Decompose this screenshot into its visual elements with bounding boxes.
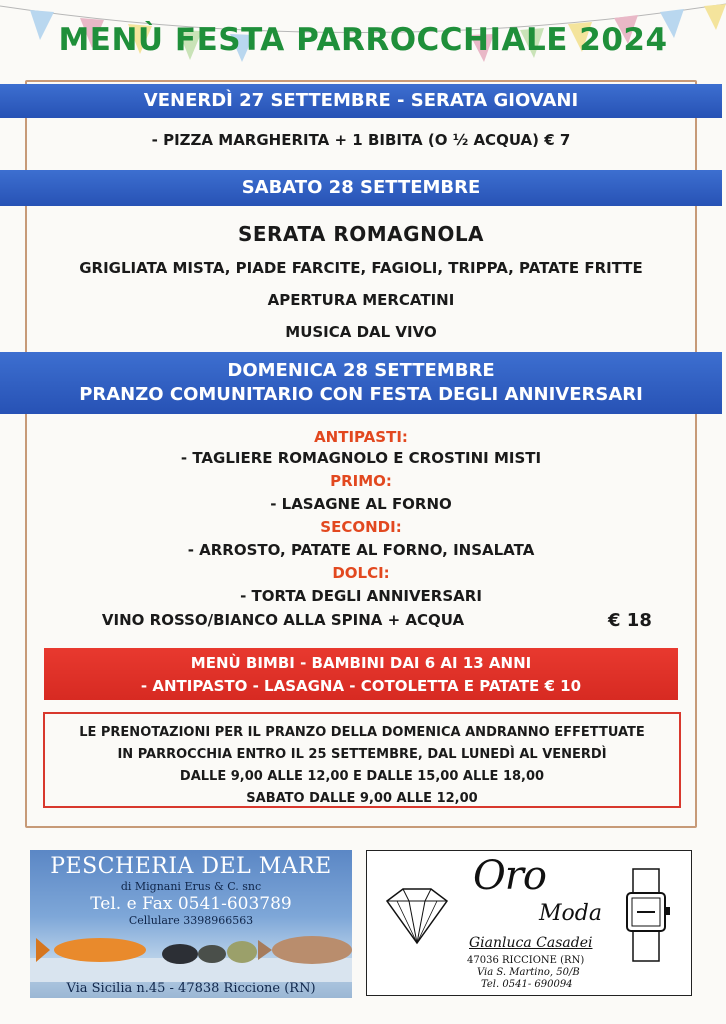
pescheria-name: PESCHERIA DEL MARE	[50, 854, 332, 879]
pescheria-owner: di Mignani Erus & C. snc	[120, 880, 262, 893]
pescheria-address: Via Sicilia n.45 - 47838 Riccione (RN)	[66, 981, 316, 996]
oromoda-brand-top: Oro	[473, 853, 546, 899]
oromoda-ad	[366, 850, 692, 996]
watch-icon	[619, 867, 679, 967]
secondi-label: SECONDI:	[320, 518, 402, 536]
reservation-notice	[43, 712, 681, 808]
oromoda-owner: Gianluca Casadei	[469, 935, 593, 951]
notice-line: DALLE 9,00 ALLE 12,00 E DALLE 15,00 ALLE 18,00	[179, 769, 545, 784]
kids-menu-items: - ANTIPASTO - LASAGNA - COTOLETTA E PATATE € 10	[140, 677, 582, 695]
dolci-label: DOLCI:	[332, 564, 390, 582]
sunday-header-band	[0, 352, 722, 414]
saturday-theme: SERATA ROMAGNOLA	[237, 222, 485, 246]
fish-image	[30, 928, 352, 982]
saturday-line: MUSICA DAL VIVO	[285, 323, 437, 341]
primo-label: PRIMO:	[330, 472, 392, 490]
oromoda-city: 47036 RICCIONE (RN)	[467, 955, 585, 966]
oromoda-street: Via S. Martino, 50/B	[477, 967, 580, 978]
sunday-header: DOMENICA 28 SETTEMBRE	[227, 360, 495, 381]
notice-line: SABATO DALLE 9,00 ALLE 12,00	[246, 791, 478, 806]
notice-line: IN PARROCCHIA ENTRO IL 25 SETTEMBRE, DAL LUNEDÌ AL VENERDÌ	[117, 747, 607, 762]
friday-header: VENERDÌ 27 SETTEMBRE - SERATA GIOVANI	[0, 84, 722, 118]
pescheria-mobile: Cellulare 3398966563	[128, 914, 254, 927]
pescheria-ad	[30, 850, 352, 998]
sunday-price: € 18	[608, 610, 652, 631]
page-title: MENÙ FESTA PARROCCHIALE 2024	[58, 22, 668, 58]
drinks-item: VINO ROSSO/BIANCO ALLA SPINA + ACQUA	[101, 611, 465, 629]
kids-menu-title: MENÙ BIMBI - BAMBINI DAI 6 AI 13 ANNI	[190, 654, 532, 672]
saturday-line: APERTURA MERCATINI	[267, 291, 455, 309]
saturday-header: SABATO 28 SETTEMBRE	[0, 170, 722, 206]
secondi-item: - ARROSTO, PATATE AL FORNO, INSALATA	[187, 541, 535, 559]
antipasti-item: - TAGLIERE ROMAGNOLO E CROSTINI MISTI	[180, 449, 542, 467]
oromoda-brand-bottom: Moda	[539, 901, 602, 926]
notice-line: LE PRENOTAZIONI PER IL PRANZO DELLA DOMENICA ANDRANNO EFFETTUATE	[79, 725, 645, 740]
sunday-subheader: PRANZO COMUNITARIO CON FESTA DEGLI ANNIVERSARI	[79, 384, 643, 405]
diamond-icon	[377, 887, 457, 947]
pescheria-phone: Tel. e Fax 0541-603789	[90, 894, 292, 914]
saturday-line: GRIGLIATA MISTA, PIADE FARCITE, FAGIOLI, TRIPPA, PATATE FRITTE	[79, 259, 643, 277]
oromoda-phone: Tel. 0541- 690094	[481, 979, 573, 990]
primo-item: - LASAGNE AL FORNO	[270, 495, 452, 513]
friday-item: - PIZZA MARGHERITA + 1 BIBITA (O ½ ACQUA) € 7	[151, 131, 571, 149]
kids-menu-band	[44, 648, 678, 700]
antipasti-label: ANTIPASTI:	[314, 428, 408, 446]
dolci-item: - TORTA DEGLI ANNIVERSARI	[240, 587, 482, 605]
